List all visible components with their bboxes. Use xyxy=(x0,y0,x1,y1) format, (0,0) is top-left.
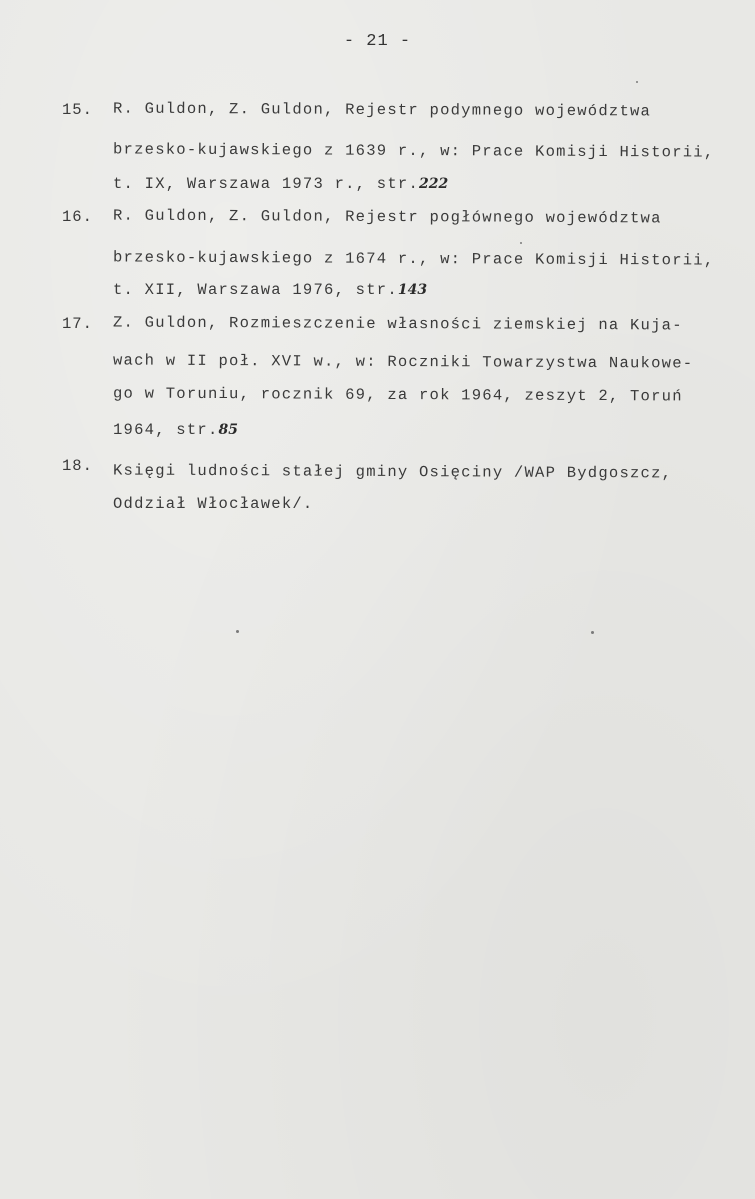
entry-line: R. Guldon, Z. Guldon, Rejestr podymnego województwa xyxy=(112,99,652,121)
entry-line-with-page xyxy=(113,420,238,440)
entry-line: brzesko-kujawskiego z 1674 r., w: Prace Komisji Historii, xyxy=(112,248,715,270)
page-number: - 21 - xyxy=(343,32,412,51)
entry-number: 17. xyxy=(62,315,93,333)
entry-line-with-page xyxy=(113,174,448,194)
entry-line: Księgi ludności stałej gminy Osięciny /WAP Bydgoszcz, xyxy=(112,461,673,483)
entry-line: t. IX, Warszawa 1973 r., str. xyxy=(113,175,419,193)
scan-speck xyxy=(520,242,522,244)
scan-speck xyxy=(236,630,239,633)
entry-number: 15. xyxy=(62,101,93,119)
entry-line: brzesko-kujawskiego z 1639 r., w: Prace Komisji Historii, xyxy=(112,140,715,162)
entry-line: R. Guldon, Z. Guldon, Rejestr pogłównego województwa xyxy=(112,206,662,228)
entry-line-with-page xyxy=(113,280,427,300)
entry-line: t. XII, Warszawa 1976, str. xyxy=(113,281,398,299)
handwritten-page-number: 143 xyxy=(397,282,428,298)
entry-number: 18. xyxy=(62,457,93,475)
scan-speck xyxy=(591,631,594,634)
handwritten-page-number: 222 xyxy=(419,176,449,192)
scan-speck xyxy=(636,81,638,83)
entry-line: Oddział Włocławek/. xyxy=(113,495,314,513)
entry-line: wach w II poł. XVI w., w: Roczniki Towarzystwa Naukowe- xyxy=(112,351,694,373)
entry-line: go w Toruniu, rocznik 69, za rok 1964, zeszyt 2, Toruń xyxy=(112,384,683,406)
entry-number: 16. xyxy=(62,208,93,226)
entry-line: Z. Guldon, Rozmieszczenie własności ziemskiej na Kuja- xyxy=(112,313,683,335)
handwritten-page-number: 85 xyxy=(218,422,238,438)
entry-line: 1964, str. xyxy=(113,421,219,439)
